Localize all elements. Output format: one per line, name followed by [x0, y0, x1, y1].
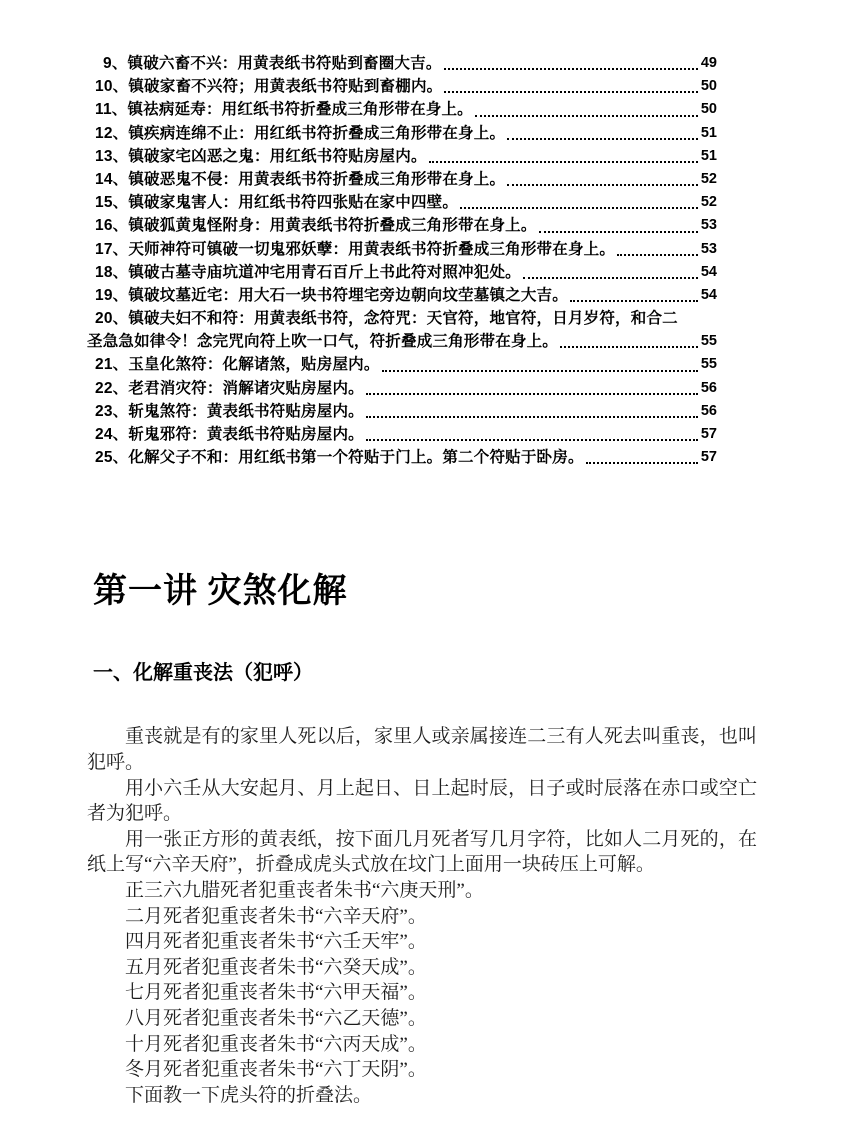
- body-paragraph: 四月死者犯重丧者朱书“六壬天牢”。: [125, 931, 427, 953]
- chapter-title: 第一讲 灾煞化解: [93, 573, 348, 611]
- body-paragraph: 用一张正方形的黄表纸，按下面几月死者写几月字符，比如人二月死的，在纸上写“六辛天府”，折叠成虎头式放在坟门上面用一块砖压上可解。: [87, 828, 757, 876]
- body-paragraph: 十月死者犯重丧者朱书“六丙天成”。: [125, 1033, 427, 1055]
- section-title: 一、化解重丧法（犯呼）: [93, 662, 313, 685]
- body-paragraph: 七月死者犯重丧者朱书“六甲天福”。: [125, 982, 427, 1004]
- body-paragraph: 八月死者犯重丧者朱书“六乙天德”。: [125, 1007, 427, 1029]
- toc-entry: [95, 168, 717, 191]
- toc-page-number: 50: [700, 101, 717, 118]
- toc-entry: [95, 122, 717, 145]
- toc-entry-label: 12、镇疾病连绵不止：用红纸书符折叠成三角形带在身上。: [95, 124, 506, 142]
- toc-entry-label: 18、镇破古墓寺庙坑道冲宅用青石百斤上书此符对照冲犯处。: [95, 263, 521, 281]
- toc-entry-continuation: [87, 330, 717, 353]
- dot-leader: [460, 191, 698, 209]
- toc-entry-label: 20、镇破夫妇不和符：用黄表纸书符，念符咒：天官符，地官符，日月岁符，和合二: [95, 310, 678, 328]
- toc-page-number: 50: [700, 78, 717, 95]
- toc-entry: [95, 75, 717, 98]
- toc-entry: [95, 214, 717, 237]
- toc-entry: [95, 446, 717, 469]
- toc-entry: [95, 353, 717, 376]
- dot-leader: [366, 377, 698, 395]
- toc-entry: [95, 307, 717, 330]
- toc-entry-label: 17、天师神符可镇破一切鬼邪妖孽：用黄表纸书符折叠成三角形带在身上。: [95, 240, 616, 258]
- toc-page-number: 56: [700, 379, 717, 396]
- body-paragraph: 正三六九腊死者犯重丧者朱书“六庚天刑”。: [125, 879, 484, 901]
- toc-entry-label: 圣急急如律令！念完咒向符上吹一口气，符折叠成三角形带在身上。: [87, 333, 559, 351]
- toc-entry: [95, 400, 717, 423]
- toc-entry-label: 11、镇祛病延寿：用红纸书符折叠成三角形带在身上。: [95, 101, 473, 119]
- toc-entry: [95, 377, 717, 400]
- dot-leader: [444, 75, 698, 93]
- body-paragraph: 二月死者犯重丧者朱书“六辛天府”。: [125, 905, 427, 927]
- body-paragraph: 用小六壬从大安起月、月上起日、日上起时辰，日子或时辰落在赤口或空亡者为犯呼。: [87, 777, 757, 825]
- toc-entry-label: 14、镇破恶鬼不侵：用黄表纸书符折叠成三角形带在身上。: [95, 170, 506, 188]
- dot-leader: [539, 214, 698, 232]
- toc-entry-label: 16、镇破狐黄鬼怪附身：用黄表纸书符折叠成三角形带在身上。: [95, 217, 537, 235]
- toc-entry: [95, 191, 717, 214]
- dot-leader: [523, 261, 698, 279]
- toc-entry: [95, 145, 717, 168]
- toc-page-number: 53: [700, 217, 717, 234]
- toc-entry-label: 22、老君消灾符：消解诸灾贴房屋内。: [95, 379, 364, 397]
- table-of-contents: [87, 52, 717, 469]
- toc-entry-label: 13、镇破家宅凶恶之鬼：用红纸书符贴房屋内。: [95, 147, 427, 165]
- body-paragraph: 冬月死者犯重丧者朱书“六丁天阴”。: [125, 1059, 427, 1081]
- dot-leader: [617, 238, 698, 256]
- toc-entry-label: 24、斩鬼邪符：黄表纸书符贴房屋内。: [95, 426, 364, 443]
- body-paragraph: 五月死者犯重丧者朱书“六癸天成”。: [125, 956, 427, 978]
- toc-entry-label: 25、化解父子不和：用红纸书第一个符贴于门上。第二个符贴于卧房。: [95, 449, 584, 467]
- toc-entry: [95, 52, 717, 75]
- dot-leader: [586, 446, 698, 464]
- toc-page-number: 52: [700, 170, 717, 187]
- dot-leader: [429, 145, 698, 163]
- dot-leader: [507, 122, 698, 140]
- document-page: [0, 52, 842, 1137]
- dot-leader: [444, 52, 698, 70]
- dot-leader: [570, 284, 698, 302]
- toc-entry-label: 19、镇破坟墓近宅：用大石一块书符埋宅旁边朝向坟茔墓镇之大吉。: [95, 286, 568, 304]
- toc-page-number: 57: [700, 449, 717, 466]
- toc-page-number: 54: [700, 263, 717, 280]
- toc-page-number: 55: [700, 333, 717, 350]
- toc-entry: [95, 423, 717, 446]
- body-text: [87, 724, 757, 1108]
- toc-entry-label: 15、镇破家鬼害人：用红纸书符四张贴在家中四壁。: [95, 194, 459, 212]
- toc-entry-label: 10、镇破家畜不兴符；用黄表纸书符贴到畜棚内。: [95, 78, 443, 96]
- toc-page-number: 53: [700, 240, 717, 257]
- dot-leader: [475, 98, 698, 116]
- toc-page-number: 51: [700, 124, 717, 141]
- toc-entry: [95, 238, 717, 261]
- dot-leader: [560, 330, 698, 348]
- toc-entry-label: 23、斩鬼煞符：黄表纸书符贴房屋内。: [95, 402, 364, 420]
- toc-entry: [95, 98, 717, 121]
- body-paragraph: 下面教一下虎头符的折叠法。: [125, 1084, 373, 1106]
- toc-page-number: 57: [700, 426, 717, 442]
- toc-page-number: 55: [700, 356, 717, 373]
- dot-leader: [366, 423, 698, 441]
- toc-entry: [95, 284, 717, 307]
- toc-page-number: 49: [700, 55, 717, 71]
- toc-page-number: 52: [700, 194, 717, 211]
- toc-page-number: 51: [700, 147, 717, 164]
- dot-leader: [382, 353, 698, 371]
- body-paragraph: 重丧就是有的家里人死以后，家里人或亲属接连二三有人死去叫重丧，也叫犯呼。: [87, 726, 757, 773]
- toc-page-number: 56: [700, 402, 717, 419]
- toc-entry: [95, 261, 717, 284]
- toc-entry-label: 21、玉皇化煞符：化解诸煞，贴房屋内。: [95, 356, 380, 374]
- dot-leader: [507, 168, 698, 186]
- dot-leader: [366, 400, 698, 418]
- toc-page-number: 54: [700, 286, 717, 303]
- toc-entry-label: 9、镇破六畜不兴：用黄表纸书符贴到畜圈大吉。: [103, 55, 442, 72]
